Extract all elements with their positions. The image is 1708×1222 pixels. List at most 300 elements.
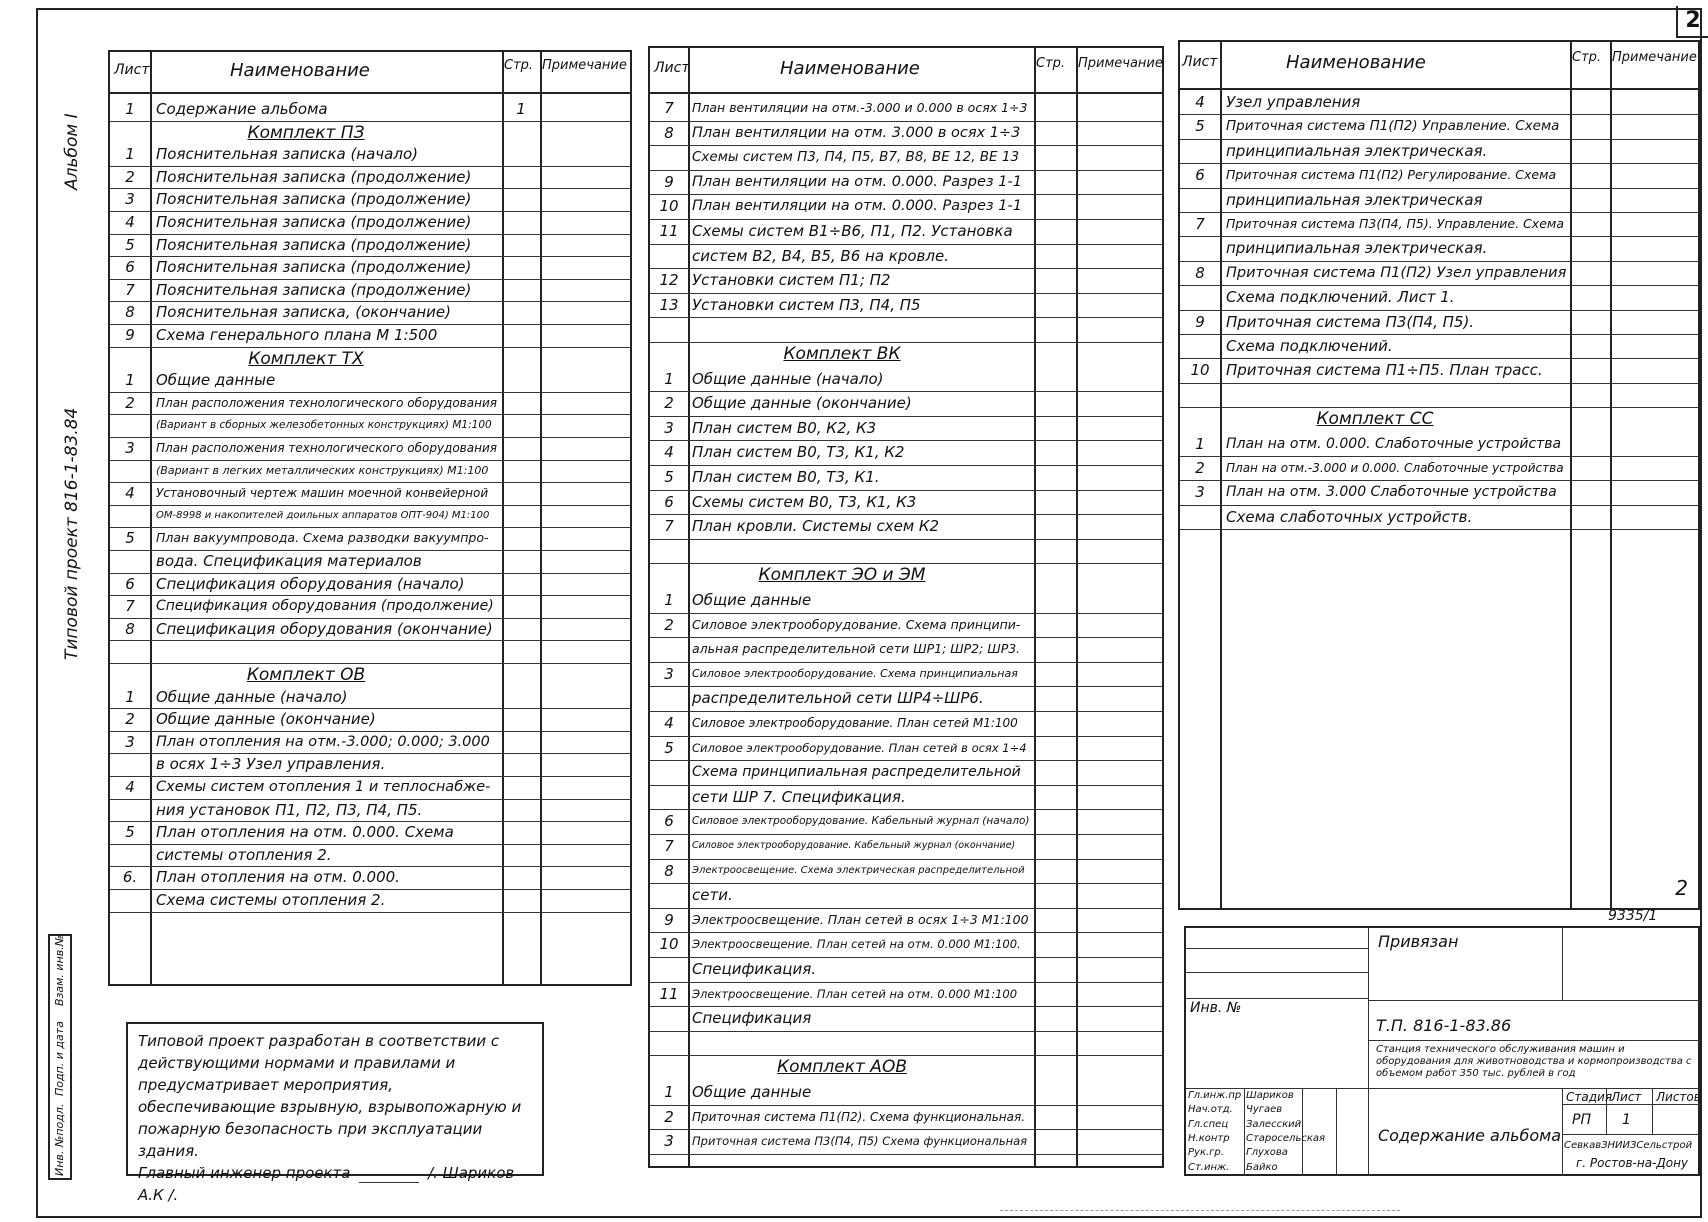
table-row [650,170,1162,196]
row-sheet-number: 8 [125,619,135,638]
sheets-label: Листов [1656,1090,1701,1104]
row-title: Электроосвещение. План сетей на отм. 0.000 М1:100 [692,986,1018,1001]
row-sheet-number: 1 [125,371,135,390]
kit-heading: Комплект АОВ [777,1057,907,1078]
row-title: Спецификация оборудования (продолжение) [156,598,494,615]
row-title: Схема подключений. Лист 1. [1226,288,1455,307]
table-row [110,753,630,777]
col-page-header: Стр. [1036,56,1066,71]
row-title: План вакуумпровода. Схема разводки вакуумпро- [156,530,489,546]
row-title: Схема слаботочных устройств. [1226,507,1473,526]
row-sheet-number: 11 [659,222,679,240]
table-row [650,711,1162,737]
row-title: План отопления на отм. 0.000. [156,868,400,887]
row-title: Спецификация оборудования (начало) [156,574,465,593]
row-sheet-number: 4 [125,484,135,503]
row-title: Схема генерального плана М 1:500 [156,326,438,344]
stamp-line [1186,948,1368,949]
table-row [110,460,630,484]
row-sheet-number: 5 [664,468,674,486]
table-row [1180,285,1698,310]
table-row [650,293,1162,319]
table-row [110,595,630,619]
row-sheet-number: 8 [1195,263,1205,282]
inv-no-label: Инв. № [1190,1000,1242,1016]
row-title: систем В2, В4, В5, В6 на кровле. [692,246,949,265]
row-title: Схемы систем В0, Т3, К1, К3 [692,492,917,511]
table-row [110,731,630,755]
row-sheet-number: 7 [1195,215,1205,233]
row-title: Пояснительная записка (продолжение) [156,280,472,299]
row-title: Пояснительная записка (продолжение) [156,167,472,186]
row-title: принципиальная электрическая [1226,190,1483,209]
col-note-header: Примечание [1612,50,1697,65]
row-sheet-number: 12 [659,271,679,290]
row-title: Пояснительная записка (начало) [156,145,418,164]
row-title: Приточная система П1(П2) Регулирование. Схема [1226,167,1557,183]
table-header [650,48,1162,94]
stamp-role: Гл.спец [1188,1118,1229,1130]
row-title: Общие данные [692,591,812,609]
col-note-header: Примечание [1078,56,1163,71]
table-row [110,392,630,416]
table-row [110,573,630,597]
project-label: Типовой проект 816-1-83.84 [62,407,82,660]
row-title: Приточная система П1÷П5. План трасс. [1226,361,1543,380]
row-title: Схемы систем В1÷В6, П1, П2. Установка [692,222,1013,240]
row-title: План систем В0, Т3, К1. [692,468,880,486]
row-title: Спецификация. [692,960,817,978]
row-sheet-number: 1 [664,591,674,609]
row-title: Спецификация [692,1009,812,1028]
kit-heading: Комплект ТХ [248,348,364,369]
frame-top [36,8,1700,10]
table-row [650,834,1162,860]
row-sheet-number: 6 [125,574,135,593]
row-sheet-number: 4 [1195,93,1205,111]
table-row [110,143,630,167]
table-row [650,465,1162,491]
row-sheet-number: 4 [125,213,135,231]
table-row [650,932,1162,958]
row-title: Содержание альбома [156,100,328,118]
stamp-person-name: Залесский [1246,1118,1302,1130]
table-row [1180,163,1698,188]
row-title: Приточная система П3(П4, П5). [1226,312,1475,331]
table-row [650,514,1162,540]
table-row [1180,505,1698,530]
row-title: Установки систем П3, П4, П5 [692,295,921,314]
kit-heading: Комплект СС [1316,409,1434,430]
table-row [110,234,630,258]
table-row [650,96,1162,122]
row-title: (Вариант в сборных железобетонных конструкциях) М1:100 [156,419,492,432]
row-title: Узел управления [1226,93,1361,111]
stamp-line [1186,972,1368,973]
row-title: Пояснительная записка (продолжение) [156,235,472,254]
row-title: План на отм.-3.000 и 0.000. Слаботочные устройства [1226,461,1564,475]
table-row [1180,236,1698,261]
stamp-line [1562,1104,1700,1105]
row-sheet-number: 1 [125,100,135,118]
table-row [1180,432,1698,457]
table-row [650,883,1162,909]
privyazan-label: Привязан [1378,932,1459,951]
row-title: Общие данные [156,371,276,390]
stamp-person-name: Шариков [1246,1090,1294,1101]
sheet-number: 2 [1676,6,1708,38]
sheet-value: 1 [1622,1112,1631,1128]
row-sheet-number: 6 [125,258,135,277]
table-row [650,760,1162,786]
table-row [650,416,1162,442]
stamp-line [1562,1088,1563,1176]
title-block [1184,926,1700,1176]
table-row [110,166,630,190]
row-sheet-number: 2 [1195,459,1205,477]
table-row [650,391,1162,417]
table-row [650,982,1162,1008]
row-title: Силовое электрооборудование. Кабельный журнал (начало) [692,815,1030,828]
row-sheet-number: 5 [125,529,135,548]
row-title: Спецификация оборудования (окончание) [156,619,493,638]
row-sheet-number: 9 [1195,312,1205,331]
row-title: План расположения технологического оборудования [156,395,497,410]
org-city: г. Ростов-на-Дону [1576,1156,1689,1170]
left-approval-strip [48,934,72,1180]
row-title: Электроосвещение. Схема электрическая распределительной [692,864,1025,876]
row-title: Схема подключений. [1226,337,1393,355]
table-row [110,437,630,461]
stamp-line [1336,1088,1337,1176]
row-sheet-number: 5 [664,738,674,757]
row-title: Пояснительная записка, (окончание) [156,303,451,322]
frame-bottom [36,1216,1700,1218]
strip-replace-label: Взам. инв.№ [53,934,66,1006]
table-row [110,866,630,890]
stamp-line [1652,1088,1653,1134]
row-sheet-number: 4 [664,443,674,462]
kit-heading: Комплект ЭО и ЭМ [758,565,926,586]
table-row [1180,139,1698,164]
stamp-person-name: Чугаев [1246,1104,1283,1116]
table-row [650,1129,1162,1155]
row-title: План отопления на отм.-3.000; 0.000; 3.000 [156,733,490,750]
row-sheet-number: 4 [664,714,674,732]
row-title: Силовое электрооборудование. Схема принципиальная [692,666,1018,680]
table-row [110,618,630,642]
stamp-role: Рук.гр. [1188,1147,1224,1159]
row-sheet-number: 2 [125,710,135,729]
col-name-header: Наименование [230,60,370,81]
row-title: Общие данные (начало) [156,687,348,706]
row-title: Пояснительная записка (продолжение) [156,190,472,209]
signature [359,1164,419,1183]
org-name: СевкавЗНИИЗСельстрой [1564,1140,1693,1151]
kit-heading: Комплект ПЗ [247,122,365,143]
table-header [110,52,630,94]
table-row [110,369,630,393]
col-list-header: Лист [114,62,150,78]
row-sheet-number: 2 [664,615,674,634]
table-row [110,505,630,529]
row-sheet-number: 10 [1190,361,1210,380]
stamp-line [1368,1000,1700,1001]
table-row [650,686,1162,712]
row-title: системы отопления 2. [156,845,332,864]
row-title: Силовое электрооборудование. План сетей в осях 1÷4 [692,740,1027,755]
row-title: Общие данные (окончание) [692,394,912,413]
col-list-header: Лист [654,60,690,76]
sheet-label: Лист [1611,1090,1642,1104]
row-sheet-number: 10 [659,935,679,954]
row-title: План вентиляции на отм. 0.000. Разрез 1-1 [692,198,1022,215]
table-row [1180,212,1698,237]
col-note-header: Примечание [542,58,627,73]
table-row [650,859,1162,885]
table-row [1180,261,1698,286]
table-row [650,785,1162,811]
row-title: План вентиляции на отм. 0.000. Разрез 1-1 [692,173,1022,190]
row-sheet-number: 3 [664,418,674,437]
scan-artifact [1000,1210,1400,1211]
table-row [110,527,630,551]
row-title: вода. Спецификация материалов [156,552,422,570]
row-sheet-number: 9 [664,910,674,929]
row-title: План кровли. Системы схем К2 [692,517,940,536]
table-row [110,708,630,732]
row-sheet-number: 3 [664,1132,674,1151]
row-sheet-number: 7 [125,597,135,616]
project-title: Станция технического обслуживания машин и оборудования для животноводства и кормопроизводства с объемом работ 350 тыс. рублей в год [1376,1044,1692,1079]
row-title: Общие данные (окончание) [156,710,376,729]
table-row [110,256,630,280]
row-title: Электроосвещение. План сетей в осях 1÷3 М1:100 [692,911,1029,927]
table-row [650,219,1162,245]
row-sheet-number: 8 [664,123,674,142]
table-row [110,821,630,845]
col-page-header: Стр. [1572,50,1602,65]
row-sheet-number: 7 [664,517,674,536]
row-title: Силовое электрооборудование. Схема принципи- [692,616,1021,632]
table-row [110,844,630,868]
table-row [650,194,1162,220]
row-title: Схема принципиальная распределительной [692,764,1021,781]
table-row [1180,480,1698,505]
row-sheet-number: 1 [1195,434,1205,453]
table-row [110,482,630,506]
stamp-line [1186,998,1368,999]
col-name-header: Наименование [1286,52,1426,73]
row-title: сети ШР 7. Спецификация. [692,787,906,806]
row-title: Установочный чертеж машин моечной конвейерной [156,486,489,501]
row-title: Общие данные [692,1083,812,1101]
row-sheet-number: 9 [664,172,674,191]
table-row [650,908,1162,934]
row-sheet-number: 13 [659,295,679,314]
row-sheet-number: 1 [664,369,674,388]
contents-table-1 [108,50,632,986]
row-sheet-number: 7 [664,99,674,117]
row-sheet-number: 5 [125,823,135,842]
contents-table-3 [1178,40,1700,910]
table-row [650,809,1162,835]
table-row [110,324,630,348]
row-title: Электроосвещение. План сетей на отм. 0.000 М1:100. [692,937,1021,952]
table-row [650,1031,1162,1057]
album-label: Альбом I [62,113,82,190]
stamp-person-name: Байко [1246,1161,1278,1173]
row-sheet-number: 3 [125,190,135,209]
table-row [110,188,630,212]
stamp-line [1186,1088,1700,1089]
small-page-mark: 2 [1675,876,1688,900]
row-sheet-number: 3 [1195,483,1205,502]
row-title: План систем В0, Т3, К1, К2 [692,443,905,462]
kit-heading: Комплект ВК [783,344,901,364]
contents-table-2 [648,46,1164,1168]
stamp-person-name: Глухова [1246,1147,1288,1159]
row-title: Пояснительная записка (продолжение) [156,258,472,277]
strip-inv-label: Инв. №подл. [53,1103,66,1176]
row-title: Приточная система П1(П2) Управление. Схема [1226,118,1560,135]
row-title: в осях 1÷3 Узел управления. [156,755,386,774]
table-row [650,637,1162,663]
stamp-line [1244,1088,1245,1176]
col-list-header: Лист [1182,54,1218,70]
row-title: Пояснительная записка (продолжение) [156,213,472,231]
stage-label: Стадия [1566,1090,1613,1104]
stamp-line [1562,1134,1700,1135]
row-sheet-number: 7 [664,837,674,855]
row-sheet-number: 6 [664,812,674,831]
row-title: Силовое электрооборудование. План сетей М1:100 [692,716,1018,730]
table-row [650,268,1162,294]
table-row [110,211,630,235]
row-title: принципиальная электрическая. [1226,141,1488,160]
row-sheet-number: 5 [125,235,135,254]
table-row [650,145,1162,171]
table-header [1180,42,1698,90]
row-sheet-number: 3 [125,732,135,751]
row-sheet-number: 9 [125,326,135,344]
table-row [650,957,1162,983]
row-title: распределительной сети ШР4÷ШР6. [692,689,984,708]
row-sheet-number: 11 [659,984,679,1003]
table-row [650,1105,1162,1131]
row-title: (Вариант в легких металлических конструкциях) М1:100 [156,463,489,477]
row-sheet-number: 6. [122,868,138,887]
table-row [1180,383,1698,408]
stamp-role: Ст.инж. [1188,1161,1230,1173]
strip-sign-label: Подп. и дата [53,1021,66,1096]
row-title: принципиальная электрическая. [1226,239,1488,258]
row-sheet-number: 7 [125,280,135,299]
row-title: План систем В0, К2, К3 [692,418,877,437]
row-sheet-number: 2 [125,167,135,186]
table-row [110,686,630,710]
row-title: Схемы систем П3, П4, П5, В7, В8, ВЕ 12, ВЕ 13 [692,149,1020,166]
row-sheet-number: 2 [664,1107,674,1126]
table-row [110,640,630,664]
row-sheet-number: 1 [125,687,135,706]
row-title: План отопления на отм. 0.000. Схема [156,823,454,842]
row-sheet-number: 8 [125,303,135,322]
table-row [1180,358,1698,383]
stamp-line [1368,928,1369,1176]
table-row [110,414,630,438]
table-row [1180,90,1698,115]
row-title: Приточная система П1(П2) Узел управления [1226,264,1567,281]
row-sheet-number: 8 [664,861,674,880]
row-title: План расположения технологического оборудования [156,441,497,455]
table-row [650,613,1162,639]
table-row [650,1006,1162,1032]
stamp-person-name: Старосельская [1246,1132,1326,1144]
table-row [110,279,630,303]
table-row [650,662,1162,688]
stage-value: РП [1572,1112,1591,1128]
row-title: Приточная система П3(П4, П5) Схема функциональная [692,1134,1028,1149]
row-page: 1 [516,100,526,118]
stamp-line [1368,1040,1700,1041]
row-title: План вентиляции на отм. 3.000 в осях 1÷3 [692,124,1021,141]
project-note [126,1022,544,1204]
stamp-role: Гл.инж.пр [1188,1090,1242,1101]
table-row [1180,114,1698,139]
table-row [650,490,1162,516]
row-title: ОМ-8998 и накопителей доильных аппаратов ОПТ-904) М1:100 [156,509,490,521]
col-name-header: Наименование [780,58,920,79]
row-title: Схемы систем отопления 1 и теплоснабже- [156,779,491,795]
table-row [1180,456,1698,481]
note-text: Типовой проект разработан в соответствии с действующими нормами и правилами и предусматривает мероприятия, обеспечивающие взрывную, взрывопожарную и пожарную безопасность при эксплуатации здания. [138,1032,522,1160]
table-row [650,121,1162,147]
chief-engineer-name: /. Шариков А.К /. [138,1164,515,1204]
table-row [650,736,1162,762]
stamp-role: Н.контр [1188,1132,1230,1144]
row-title: Приточная система П3(П4, П5). Управление. Схема [1226,216,1564,231]
frame-left [36,8,38,1218]
table-row [1180,188,1698,213]
row-sheet-number: 3 [664,664,674,683]
row-title: План вентиляции на отм.-3.000 и 0.000 в осях 1÷3 [692,100,1028,115]
table-row [650,440,1162,466]
stamp-role: Нач.отд. [1188,1104,1233,1116]
row-title: План на отм. 0.000. Слаботочные устройства [1226,435,1562,452]
frame-right [1700,8,1702,1218]
table-row [1180,310,1698,335]
row-sheet-number: 3 [125,439,135,457]
table-row [650,1080,1162,1106]
chief-engineer-label: Главный инженер проекта [138,1164,351,1182]
row-title: Схема системы отопления 2. [156,891,386,909]
table-row [110,799,630,823]
row-sheet-number: 6 [664,492,674,511]
table-row [110,776,630,800]
kit-heading: Комплект ОВ [246,665,366,685]
row-sheet-number: 4 [125,778,135,796]
row-sheet-number: 1 [664,1083,674,1101]
stamp-line [1562,928,1563,1000]
col-page-header: Стр. [504,58,534,73]
table-row [1180,334,1698,359]
table-row [110,889,630,913]
row-sheet-number: 2 [664,394,674,413]
table-row [650,317,1162,343]
row-title: Приточная система П1(П2). Схема функциональная. [692,1109,1026,1124]
row-title: Установки систем П1; П2 [692,271,891,290]
